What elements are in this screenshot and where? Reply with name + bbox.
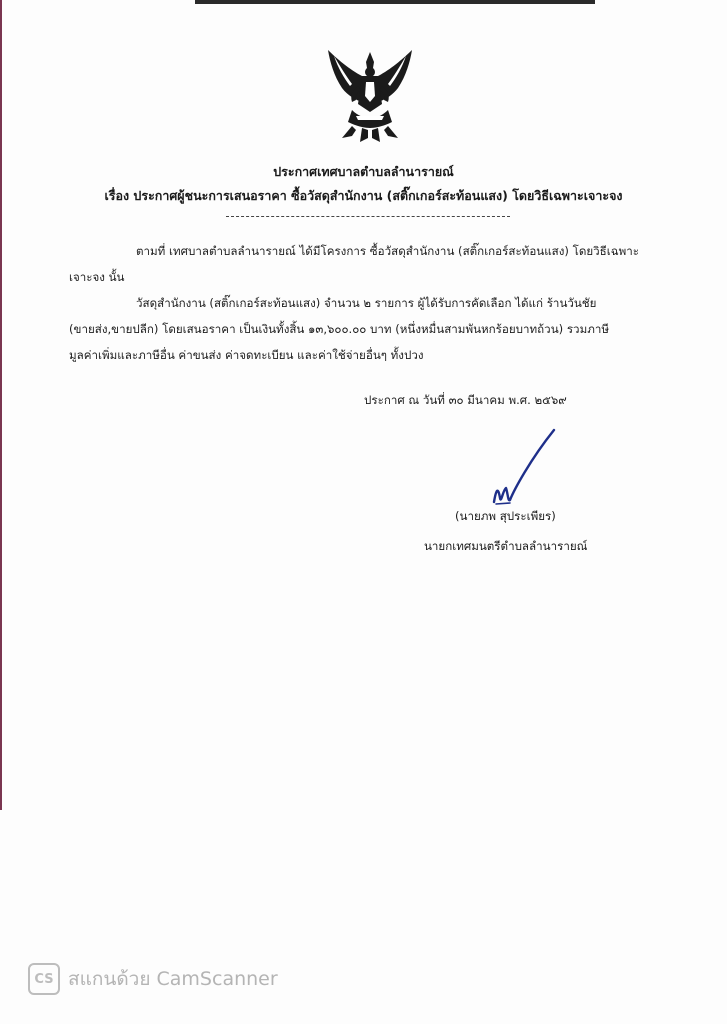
paragraph1-line1: ตามที่ เทศบาลตำบลลำนารายณ์ ได้มีโครงการ ซื้อวัสดุสำนักงาน (สติ๊กเกอร์สะท้อนแสง) โดยวิธีเฉพาะ bbox=[136, 244, 639, 258]
dashed-divider bbox=[226, 216, 510, 217]
garuda-emblem-icon bbox=[322, 46, 418, 146]
watermark-text: สแกนด้วย CamScanner bbox=[68, 968, 278, 990]
left-scan-edge bbox=[0, 0, 2, 810]
top-scan-edge bbox=[195, 0, 595, 4]
signer-title: นายกเทศมนตรีตำบลลำนารายณ์ bbox=[424, 539, 588, 553]
announcement-subject: เรื่อง ประกาศผู้ชนะการเสนอราคา ซื้อวัสดุสำนักงาน (สติ๊กเกอร์สะท้อนแสง) โดยวิธีเฉพาะเจาะจง bbox=[104, 188, 623, 203]
paragraph1-line2: เจาะจง นั้น bbox=[69, 270, 125, 284]
announcement-title: ประกาศเทศบาลตำบลลำนารายณ์ bbox=[273, 164, 454, 179]
paragraph2-line1: วัสดุสำนักงาน (สติ๊กเกอร์สะท้อนแสง) จำนวน ๒ รายการ ผู้ได้รับการคัดเลือก ได้แก่ ร้านวันชัย bbox=[136, 296, 597, 310]
signer-name: (นายภพ สุประเพียร) bbox=[455, 509, 556, 523]
announcement-date: ประกาศ ณ วันที่ ๓๐ มีนาคม พ.ศ. ๒๕๖๙ bbox=[364, 393, 567, 407]
paragraph2-line3: มูลค่าเพิ่มและภาษีอื่น ค่าขนส่ง ค่าจดทะเบียน และค่าใช้จ่ายอื่นๆ ทั้งปวง bbox=[69, 348, 424, 362]
handwritten-signature-icon bbox=[484, 424, 564, 516]
camscanner-watermark bbox=[28, 963, 278, 995]
camscanner-logo-icon: CS bbox=[28, 963, 60, 995]
paragraph2-line2: (ขายส่ง,ขายปลีก) โดยเสนอราคา เป็นเงินทั้งสิ้น ๑๓,๖๐๐.๐๐ บาท (หนึ่งหมื่นสามพันหกร้อยบาทถ้วน) รวมภาษี bbox=[69, 322, 610, 336]
